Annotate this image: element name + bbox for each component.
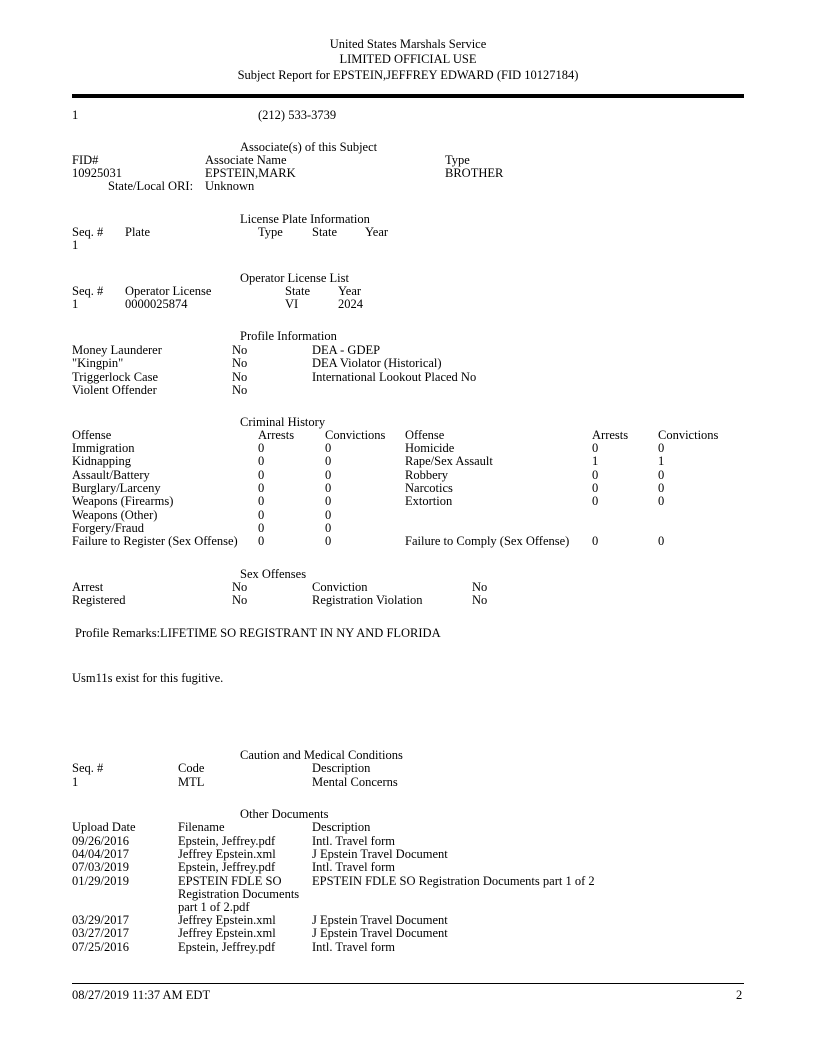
license-year: 2024 bbox=[338, 297, 363, 311]
documents-date-header: Upload Date bbox=[72, 820, 136, 834]
criminal-offense: Narcotics bbox=[405, 480, 453, 495]
footer-rule bbox=[72, 983, 744, 984]
criminal-convictions: 0 bbox=[325, 520, 332, 535]
document-filename: Registration Documents bbox=[178, 886, 300, 901]
document-upload-date: 09/26/2016 bbox=[72, 834, 129, 848]
criminal-arrests: 0 bbox=[258, 534, 265, 549]
document-upload-date: 07/03/2019 bbox=[72, 860, 129, 875]
license-seq: 1 bbox=[72, 297, 79, 311]
criminal-offense: Extortion bbox=[405, 494, 453, 509]
sex-offense-value-secondary: No bbox=[472, 593, 488, 608]
document-description: EPSTEIN FDLE SO Registration Documents part 1 of 2 bbox=[312, 873, 595, 888]
header-subject-title: Subject Report for EPSTEIN,JEFFREY EDWARD (FID 10127184) bbox=[237, 68, 579, 82]
licenses-title: Operator License List bbox=[240, 271, 349, 285]
profile-label: Money Launderer bbox=[72, 343, 162, 357]
licenses-state-header: State bbox=[285, 284, 310, 298]
associate-type: BROTHER bbox=[445, 166, 504, 180]
criminal-convictions: 0 bbox=[325, 441, 332, 455]
document-filename: Jeffrey Epstein.xml bbox=[178, 847, 276, 862]
criminal-offense: Failure to Comply (Sex Offense) bbox=[405, 534, 570, 549]
document-description: J Epstein Travel Document bbox=[312, 913, 448, 928]
profile-label: "Kingpin" bbox=[72, 356, 124, 371]
plates-state-header: State bbox=[312, 225, 337, 239]
criminal-arrests: 0 bbox=[592, 467, 599, 482]
license-state: VI bbox=[285, 297, 299, 311]
criminal-convictions: 0 bbox=[325, 480, 332, 495]
criminal-arrests: 0 bbox=[258, 480, 265, 495]
document-description: Intl. Travel form bbox=[312, 939, 395, 954]
criminal-arrests: 0 bbox=[592, 494, 599, 509]
profile-label-secondary: International Lookout Placed No bbox=[312, 369, 477, 384]
associates-type-header: Type bbox=[445, 153, 470, 167]
criminal-arrests: 0 bbox=[258, 494, 265, 509]
caution-description-header: Description bbox=[312, 761, 371, 775]
profile-value: No bbox=[232, 356, 248, 371]
sex-offense-label: Arrest bbox=[72, 580, 104, 594]
criminal-title: Criminal History bbox=[240, 415, 326, 429]
header-agency: United States Marshals Service bbox=[329, 37, 487, 51]
profile-label-secondary: DEA Violator (Historical) bbox=[312, 356, 442, 371]
criminal-arrests: 0 bbox=[258, 507, 265, 522]
criminal-offense: Burglary/Larceny bbox=[72, 480, 161, 495]
criminal-arrests: 0 bbox=[258, 520, 265, 535]
criminal-convictions-header-left: Convictions bbox=[325, 428, 386, 442]
document-filename: Epstein, Jeffrey.pdf bbox=[178, 834, 276, 848]
criminal-offense: Immigration bbox=[72, 441, 135, 455]
criminal-arrests: 1 bbox=[592, 454, 599, 469]
header-rule bbox=[72, 94, 744, 98]
document-description: J Epstein Travel Document bbox=[312, 926, 448, 941]
criminal-offense: Forgery/Fraud bbox=[72, 520, 144, 535]
criminal-offense: Assault/Battery bbox=[72, 467, 150, 482]
licenses-license-header: Operator License bbox=[125, 284, 212, 298]
plates-title: License Plate Information bbox=[240, 212, 370, 226]
criminal-convictions: 0 bbox=[325, 454, 332, 469]
licenses-seq-header: Seq. # bbox=[72, 284, 104, 298]
associate-fid: 10925031 bbox=[72, 166, 122, 180]
criminal-arrests: 0 bbox=[592, 480, 599, 495]
licenses-year-header: Year bbox=[338, 284, 362, 298]
criminal-convictions: 0 bbox=[325, 467, 332, 482]
criminal-offense-header-right: Offense bbox=[405, 428, 445, 442]
caution-description: Mental Concerns bbox=[312, 775, 398, 789]
criminal-offense: Weapons (Firearms) bbox=[72, 494, 174, 509]
caution-title: Caution and Medical Conditions bbox=[240, 748, 403, 762]
associates-title: Associate(s) of this Subject bbox=[240, 140, 378, 154]
documents-filename-header: Filename bbox=[178, 820, 225, 834]
caution-code: MTL bbox=[178, 775, 205, 789]
criminal-arrests: 0 bbox=[258, 454, 265, 469]
sex-offense-value: No bbox=[232, 580, 248, 594]
footer-page-number: 2 bbox=[736, 988, 743, 1002]
profile-label: Violent Offender bbox=[72, 382, 157, 397]
caution-seq: 1 bbox=[72, 775, 79, 789]
document-description: Intl. Travel form bbox=[312, 860, 395, 875]
sex-offense-value: No bbox=[232, 593, 248, 608]
associate-ori-value: Unknown bbox=[205, 179, 255, 193]
phone-index: 1 bbox=[72, 108, 79, 122]
document-filename: Jeffrey Epstein.xml bbox=[178, 926, 276, 941]
document-filename: part 1 of 2.pdf bbox=[178, 900, 250, 914]
sex-offenses-title: Sex Offenses bbox=[240, 567, 307, 581]
criminal-arrests: 0 bbox=[258, 441, 265, 455]
criminal-convictions: 0 bbox=[658, 467, 665, 482]
phone-number: (212) 533-3739 bbox=[258, 108, 337, 122]
criminal-convictions: 0 bbox=[658, 534, 665, 549]
profile-label-secondary: DEA - GDEP bbox=[312, 343, 381, 357]
criminal-offense-header-left: Offense bbox=[72, 428, 112, 442]
associates-fid-header: FID# bbox=[72, 153, 99, 167]
criminal-arrests: 0 bbox=[258, 467, 265, 482]
associate-name: EPSTEIN,MARK bbox=[205, 166, 296, 180]
document-description: Intl. Travel form bbox=[312, 834, 395, 848]
criminal-convictions: 0 bbox=[325, 507, 332, 522]
criminal-offense: Failure to Register (Sex Offense) bbox=[72, 534, 238, 549]
criminal-convictions-header-right: Convictions bbox=[658, 428, 719, 442]
header-classification: LIMITED OFFICIAL USE bbox=[339, 52, 477, 66]
criminal-convictions: 0 bbox=[658, 480, 665, 495]
criminal-offense: Robbery bbox=[405, 467, 449, 482]
criminal-offense: Weapons (Other) bbox=[72, 507, 158, 522]
criminal-arrests-header-left: Arrests bbox=[258, 428, 295, 442]
sex-offense-label: Registered bbox=[72, 593, 126, 608]
profile-remarks: Profile Remarks:LIFETIME SO REGISTRANT IN NY AND FLORIDA bbox=[75, 626, 441, 640]
document-filename: EPSTEIN FDLE SO bbox=[178, 873, 282, 888]
profile-label: Triggerlock Case bbox=[72, 369, 158, 384]
criminal-convictions: 0 bbox=[325, 534, 332, 549]
plates-year-header: Year bbox=[365, 225, 389, 239]
criminal-arrests-header-right: Arrests bbox=[592, 428, 629, 442]
footer-timestamp: 08/27/2019 11:37 AM EDT bbox=[72, 988, 211, 1002]
document-filename: Epstein, Jeffrey.pdf bbox=[178, 939, 276, 954]
sex-offense-label-secondary: Conviction bbox=[312, 580, 368, 594]
plate-seq: 1 bbox=[72, 238, 79, 252]
criminal-arrests: 0 bbox=[592, 441, 599, 455]
criminal-convictions: 0 bbox=[658, 494, 665, 509]
usm11-note: Usm11s exist for this fugitive. bbox=[72, 671, 224, 685]
criminal-offense: Homicide bbox=[405, 441, 455, 455]
plates-plate-header: Plate bbox=[125, 225, 150, 239]
profile-value: No bbox=[232, 369, 248, 384]
plates-seq-header: Seq. # bbox=[72, 225, 104, 239]
document-upload-date: 01/29/2019 bbox=[72, 873, 129, 888]
plates-type-header: Type bbox=[258, 225, 283, 239]
document-upload-date: 03/27/2017 bbox=[72, 926, 129, 941]
criminal-convictions: 1 bbox=[658, 454, 665, 469]
document-description: J Epstein Travel Document bbox=[312, 847, 448, 862]
criminal-offense: Rape/Sex Assault bbox=[405, 454, 493, 469]
criminal-offense: Kidnapping bbox=[72, 454, 132, 469]
associates-name-header: Associate Name bbox=[205, 153, 287, 167]
criminal-convictions: 0 bbox=[325, 494, 332, 509]
profile-value: No bbox=[232, 382, 248, 397]
license-number: 0000025874 bbox=[125, 297, 188, 311]
documents-title: Other Documents bbox=[240, 807, 329, 821]
documents-description-header: Description bbox=[312, 820, 371, 834]
criminal-convictions: 0 bbox=[658, 441, 665, 455]
caution-seq-header: Seq. # bbox=[72, 761, 104, 775]
document-upload-date: 07/25/2016 bbox=[72, 939, 129, 954]
sex-offense-value-secondary: No bbox=[472, 580, 488, 594]
caution-code-header: Code bbox=[178, 761, 205, 775]
profile-value: No bbox=[232, 343, 248, 357]
document-filename: Epstein, Jeffrey.pdf bbox=[178, 860, 276, 875]
document-upload-date: 04/04/2017 bbox=[72, 847, 129, 862]
criminal-arrests: 0 bbox=[592, 534, 599, 549]
profile-title: Profile Information bbox=[240, 329, 337, 343]
sex-offense-label-secondary: Registration Violation bbox=[312, 593, 423, 608]
document-upload-date: 03/29/2017 bbox=[72, 913, 129, 928]
associate-ori-label: State/Local ORI: bbox=[108, 179, 194, 193]
document-filename: Jeffrey Epstein.xml bbox=[178, 913, 276, 928]
